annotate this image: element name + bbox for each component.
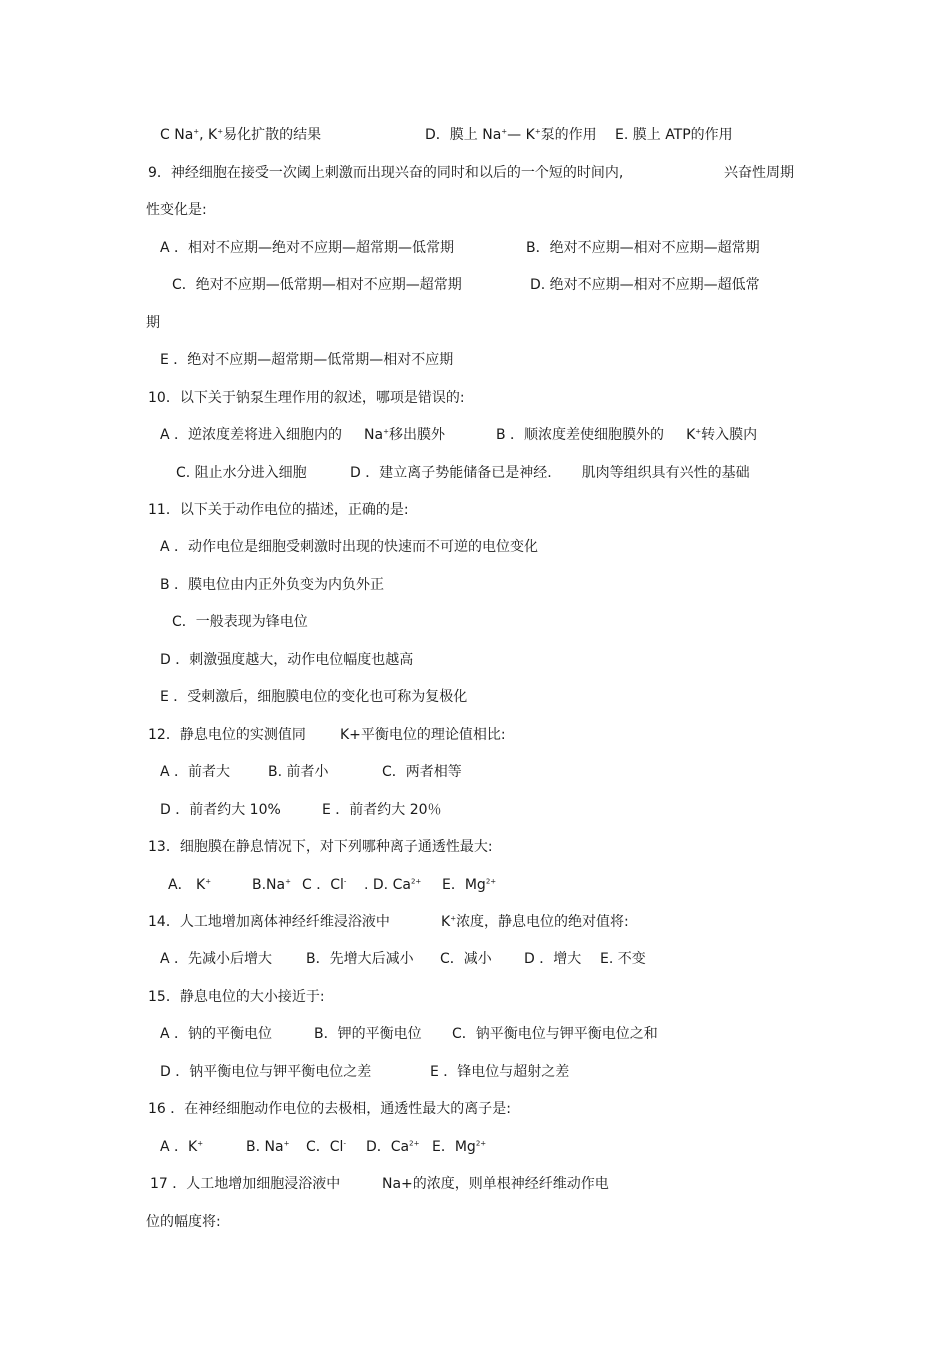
q16-option-c: C．Cl- <box>306 1139 346 1155</box>
q16-stem: 16 ．在神经细胞动作电位的去极相，通透性最大的离子是: <box>148 1101 511 1117</box>
q11-option-c: C．一般表现为锋电位 <box>172 614 308 630</box>
q13-option-e: E．$Mg^{2+}$ <box>442 877 497 893</box>
q8-option-c: C Na+, K+易化扩散的结果 <box>160 127 322 143</box>
q8-option-e: E. 膜上 ATP的作用 <box>615 127 733 143</box>
q10-option-d: D ．建立离子势能储备已是神经. 肌肉等组织具有兴性的基础 <box>350 465 750 481</box>
q12-option-e: E ．前者约大 20％ <box>322 802 442 818</box>
q12-option-d: D ．前者约大 10% <box>160 802 281 818</box>
q13-option-d: . D. $Ca^{2+}$ <box>364 877 422 893</box>
q9-option-d-cont: 期 <box>146 315 160 331</box>
q15-stem: 15．静息电位的大小接近于: <box>148 989 325 1005</box>
q16-option-a: A ．K+ <box>160 1139 204 1155</box>
q11-option-b: B ．膜电位由内正外负变为内负外正 <box>160 577 385 593</box>
q12-option-b: B. 前者小 <box>268 764 329 780</box>
q12-option-a: A ．前者大 <box>160 764 231 780</box>
q17-stem-cont: 位的幅度将: <box>146 1214 221 1230</box>
q9-option-b: B．绝对不应期—相对不应期—超常期 <box>526 240 760 256</box>
q9-option-c: C．绝对不应期—低常期—相对不应期—超常期 <box>172 277 462 293</box>
q11-option-e: E ．受刺激后，细胞膜电位的变化也可称为复极化 <box>160 689 468 705</box>
q9-stem: 9．神经细胞在接受一次阈上刺激而出现兴奋的同时和以后的一个短的时间内, 兴奋性周期 <box>148 165 794 181</box>
q14-option-d: D ．增大 <box>524 951 582 967</box>
q10-option-c: C. 阻止水分进入细胞 <box>176 465 307 481</box>
q17-stem: 17 ．人工地增加细胞浸浴液中 Na+的浓度，则单根神经纤维动作电 <box>150 1176 609 1192</box>
q12-option-c: C．两者相等 <box>382 764 462 780</box>
q16-option-e: E．$Mg^{2+}$ <box>432 1139 487 1155</box>
q8-option-d: D．膜上 Na+— K+泵的作用 <box>425 127 597 143</box>
q14-option-e: E. 不变 <box>600 951 646 967</box>
q14-option-a: A ．先减小后增大 <box>160 951 273 967</box>
q9-option-a: A ．相对不应期—绝对不应期—超常期—低常期 <box>160 240 455 256</box>
q11-stem: 11．以下关于动作电位的描述，正确的是: <box>148 502 409 518</box>
q10-option-b: B ．顺浓度差使细胞膜外的 K+转入膜内 <box>496 427 758 443</box>
q15-option-c: C．钠平衡电位与钾平衡电位之和 <box>452 1026 658 1042</box>
q10-option-a: A ．逆浓度差将进入细胞内的 Na+移出膜外 <box>160 427 445 443</box>
q15-option-d: D ．钠平衡电位与钾平衡电位之差 <box>160 1064 372 1080</box>
q9-stem-cont: 性变化是: <box>146 202 207 218</box>
q15-option-e: E ．锋电位与超射之差 <box>430 1064 570 1080</box>
q14-option-b: B．先增大后减小 <box>306 951 414 967</box>
q9-option-e: E ．绝对不应期—超常期—低常期—相对不应期 <box>160 352 454 368</box>
q13-option-b: B.Na+ <box>252 877 291 893</box>
q14-option-c: C．减小 <box>440 951 492 967</box>
q11-option-d: D ．刺激强度越大，动作电位幅度也越高 <box>160 652 414 668</box>
q13-option-a: A． K+ <box>168 877 212 893</box>
q11-option-a: A ．动作电位是细胞受刺激时出现的快速而不可逆的电位变化 <box>160 539 539 555</box>
q16-option-b: B. Na+ <box>246 1139 290 1155</box>
q13-stem: 13．细胞膜在静息情况下，对下列哪种离子通透性最大: <box>148 839 493 855</box>
q15-option-b: B．钾的平衡电位 <box>314 1026 422 1042</box>
q13-option-c: C ．Cl- <box>302 877 347 893</box>
q14-stem: 14．人工地增加离体神经纤维浸浴液中 K+浓度，静息电位的绝对值将: <box>148 914 629 930</box>
q16-option-d: D．$Ca^{2+}$ <box>366 1139 420 1155</box>
q10-stem: 10．以下关于钠泵生理作用的叙述，哪项是错误的: <box>148 390 465 406</box>
q12-stem: 12．静息电位的实测值同 K+平衡电位的理论值相比: <box>148 727 506 743</box>
q15-option-a: A ．钠的平衡电位 <box>160 1026 273 1042</box>
q9-option-d: D. 绝对不应期—相对不应期—超低常 <box>530 277 760 293</box>
